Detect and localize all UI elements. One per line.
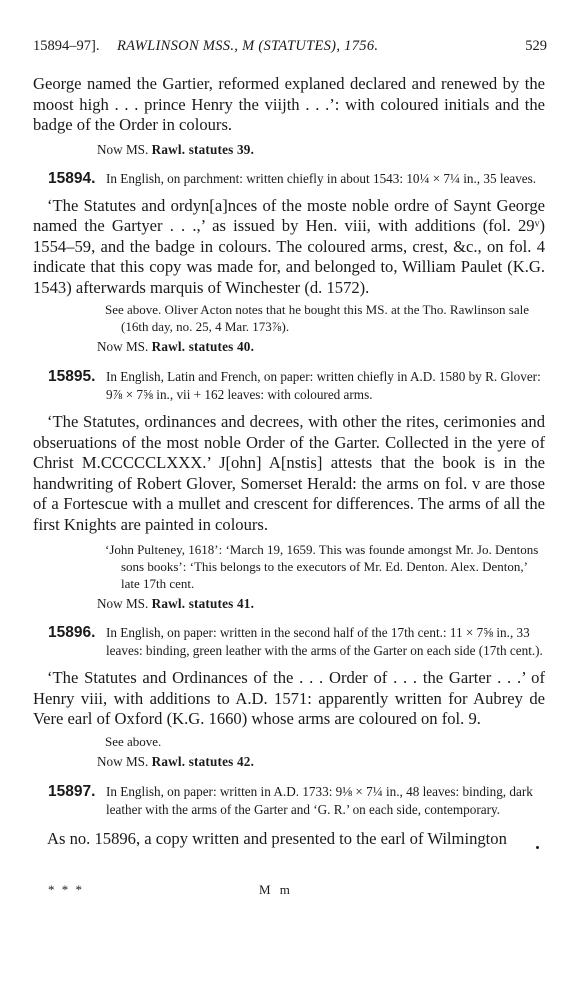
catalogue-entry-15895 <box>33 368 545 404</box>
margin-dot <box>536 846 539 849</box>
entry-number: 15897. <box>48 782 96 800</box>
entry-number: 15896. <box>48 624 96 641</box>
shelfmark-line <box>33 141 545 159</box>
catalogue-entry-15897 <box>33 783 545 819</box>
shelfmark: Rawl. statutes 40. <box>151 339 255 354</box>
footer-asterisks: * * * <box>48 882 84 897</box>
shelfmark-prefix: Now MS. <box>97 141 149 157</box>
entry-text: ‘The Statutes, ordinances and decrees, with other the rites, cerimonies and obseruations of the most noble Order of the Garter. Collected in the yere of Christ M.CCCCCLXXX.’ J[ohn] A[nstis] attests that the book is in the handwriting of Robert Glover, Somerset Herald: the arms on fol. v are those of a Fortescue with a mullet and crescent for differences. The arms of all the first Knights are painted in colours. <box>33 412 545 534</box>
shelfmark-prefix: Now MS. <box>97 753 149 769</box>
catalogue-entry-15894 <box>33 170 545 188</box>
entry-note: See above. <box>105 733 162 749</box>
header-title: RAWLINSON MSS., M (STATUTES), 1756. <box>117 38 379 54</box>
page-body <box>33 74 545 849</box>
shelfmark-prefix: Now MS. <box>97 596 149 611</box>
entry-number: 15894. <box>48 169 96 187</box>
shelfmark-line <box>33 338 545 356</box>
shelfmark: Rawl. statutes 41. <box>151 596 255 611</box>
shelfmark: Rawl. statutes 42. <box>151 753 255 769</box>
page-number: 529 <box>525 38 547 54</box>
shelfmark: Rawl. statutes 39. <box>151 141 255 157</box>
entry-note: ‘John Pulteney, 1618’: ‘March 19, 1659. This was founde amongst Mr. Jo. Dentons sons books’: ‘This belongs to the executors of Mr. Ed. Denton. Alex. Denton,’ late 17th cent. <box>105 542 539 591</box>
entry-text: ‘The Statutes and ordyn[a]nces of the moste noble ordre of Saynt George named the Gartyer . . .,’ as issued by Hen. viii, with additions (fol. 29ᵛ) 1554–59, and the badge in colours. The coloured arms, crest, &c., on fol. 4 indicate that this copy was made for, and belonged to, William Paulet (K.G. 1543) afterwards marquis of Winchester (d. 1572). <box>33 195 545 297</box>
entry-note: See above. Oliver Acton notes that he bought this MS. at the Tho. Rawlinson sale (16th day, no. 25, 4 Mar. 173⅞). <box>105 302 530 334</box>
shelfmark-line <box>33 595 545 613</box>
page-footer <box>33 882 545 908</box>
header-range: 15894–97]. <box>33 38 100 54</box>
entry-text: ‘The Statutes and Ordinances of the . . . Order of . . . the Garter . . .’ of Henry viii, with additions to A.D. 1571: apparently written for Aubrey de Vere earl of Oxford (K.G. 1660) whose arms are coloured on fol. 9. <box>33 668 545 728</box>
entry-number: 15895. <box>48 368 96 385</box>
entry-text: As no. 15896, a copy written and presented to the earl of Wilmington <box>47 828 507 848</box>
entry-description: In English, on paper: written in the second half of the 17th cent.: 11 × 7⅝ in., 33 leaves: binding, green leather with the arms of the Garter on each side (17th cent.). <box>106 625 543 658</box>
catalogue-entry-15896 <box>33 624 545 660</box>
signature-mark: M m <box>259 882 293 897</box>
entry-description: In English, on paper: written in A.D. 1733: 9⅛ × 7¼ in., 48 leaves: binding, dark leather with the arms of the Garter and ‘G. R.’ on each side, contemporary. <box>106 783 533 817</box>
running-header <box>33 36 547 56</box>
shelfmark-line <box>33 753 545 771</box>
entry-description: In English, on parchment: written chiefly in about 1543: 10¼ × 7¼ in., 35 leaves. <box>106 170 537 186</box>
entry-description: In English, Latin and French, on paper: written chiefly in A.D. 1580 by R. Glover: 9⅞ × 7⅝ in., vii + 162 leaves: with coloured arms. <box>106 369 541 402</box>
shelfmark-prefix: Now MS. <box>97 339 149 354</box>
continuation-text: George named the Gartier, reformed explaned declared and renewed by the moost high . . . prince Henry the viijth . . .’: with coloured initials and the badge of the Order in colours. <box>33 74 545 134</box>
